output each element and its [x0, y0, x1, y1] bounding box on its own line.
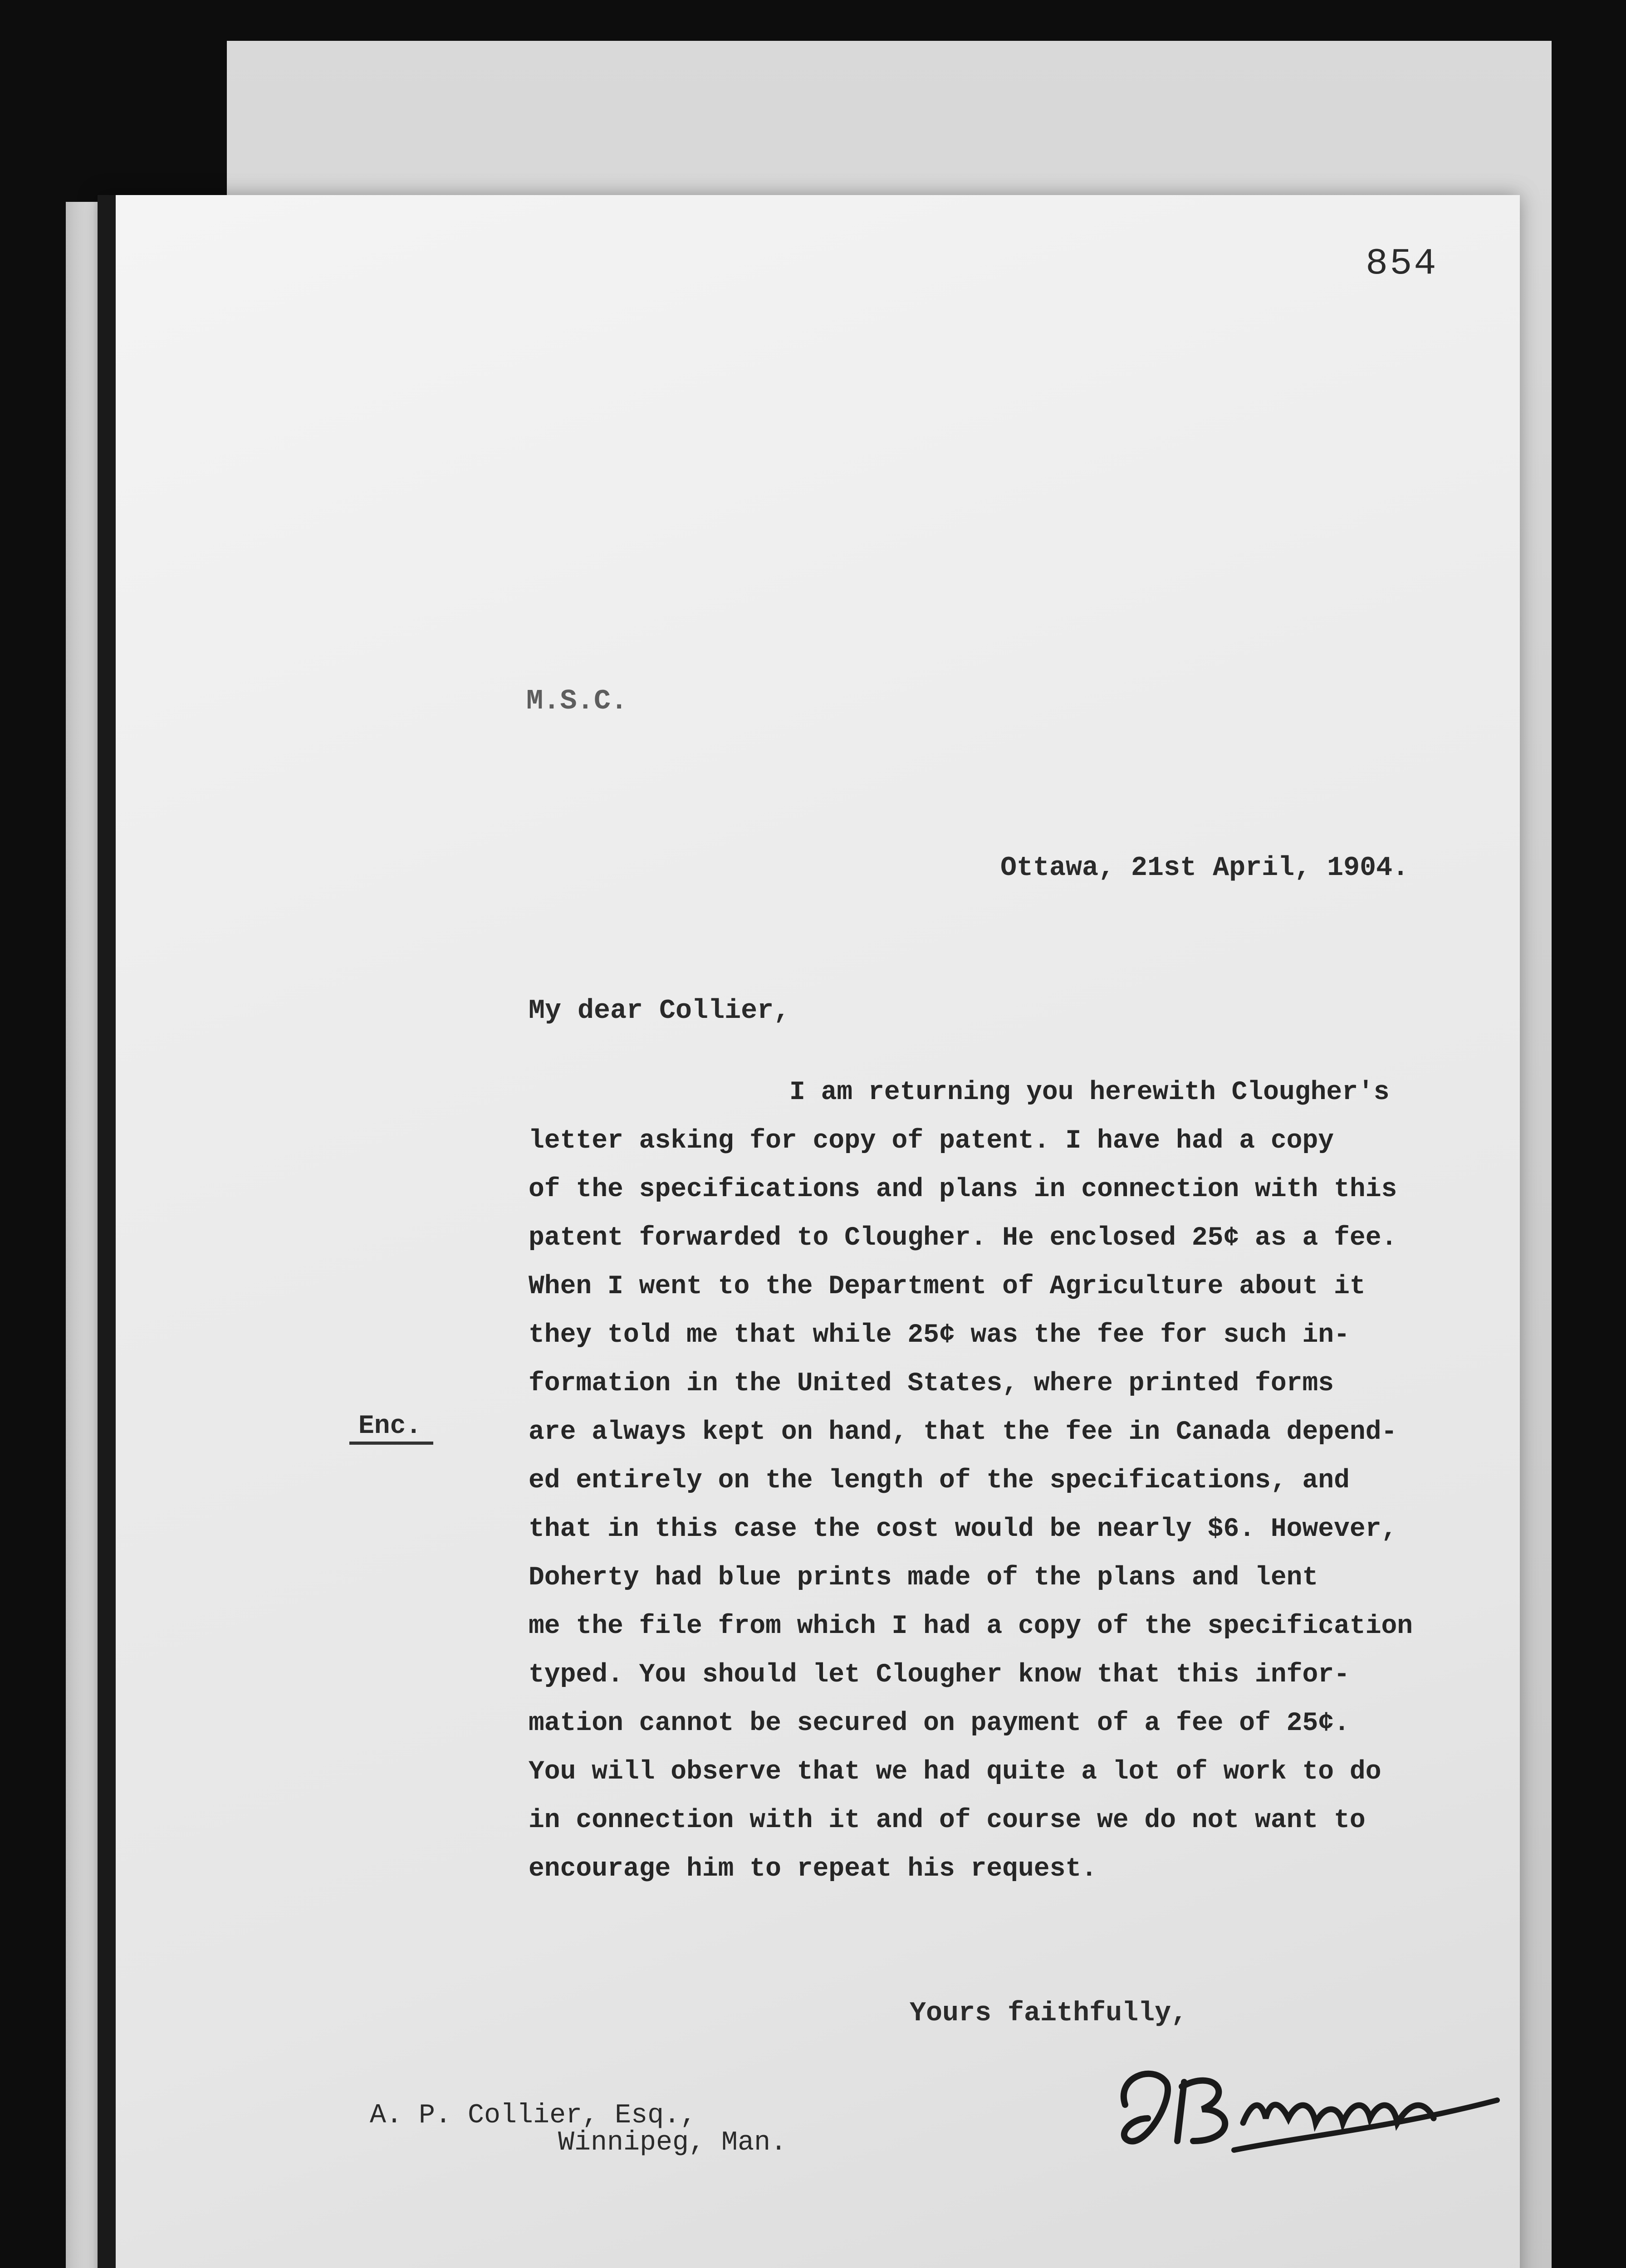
body-line: patent forwarded to Clougher. He enclosed 25¢ as a fee. — [529, 1223, 1397, 1253]
body-line: that in this case the cost would be nearly $6. However, — [529, 1515, 1397, 1544]
body-line: of the specifications and plans in connection with this — [529, 1175, 1397, 1204]
recipient-name: A. P. Collier, Esq., — [370, 2100, 697, 2131]
recipient-city: Winnipeg, Man. — [558, 2127, 787, 2158]
closing: Yours faithfully, — [910, 1998, 1188, 2029]
body-line: You will observe that we had quite a lot of work to do — [529, 1757, 1381, 1787]
body-line: encourage him to repeat his request. — [529, 1854, 1097, 1884]
body-line: Doherty had blue prints made of the plans and lent — [529, 1563, 1318, 1593]
enclosure-note: Enc. — [358, 1412, 422, 1441]
body-line: me the file from which I had a copy of the specification — [529, 1612, 1413, 1641]
body-line: typed. You should let Clougher know that this infor- — [529, 1660, 1350, 1690]
body-line: formation in the United States, where printed forms — [529, 1369, 1334, 1398]
body-line: letter asking for copy of patent. I have had a copy — [529, 1126, 1334, 1156]
salutation: My dear Collier, — [529, 996, 790, 1026]
enclosure-underline — [349, 1442, 433, 1445]
body-line: When I went to the Department of Agriculture about it — [529, 1272, 1366, 1301]
file-code: M.S.C. — [526, 685, 628, 717]
body-line: they told me that while 25¢ was the fee for such in- — [529, 1320, 1350, 1350]
body-line: I am returning you herewith Clougher's — [789, 1078, 1390, 1107]
handwritten-signature — [1098, 2050, 1506, 2168]
body-line: in connection with it and of course we do not want to — [529, 1806, 1366, 1835]
date-line: Ottawa, 21st April, 1904. — [1000, 853, 1409, 884]
page-number: 854 — [1366, 243, 1438, 285]
letter-body — [529, 1068, 1495, 1893]
body-line: ed entirely on the length of the specifications, and — [529, 1466, 1350, 1496]
body-line: are always kept on hand, that the fee in Canada depend- — [529, 1418, 1397, 1447]
body-line: mation cannot be secured on payment of a fee of 25¢. — [529, 1709, 1350, 1738]
